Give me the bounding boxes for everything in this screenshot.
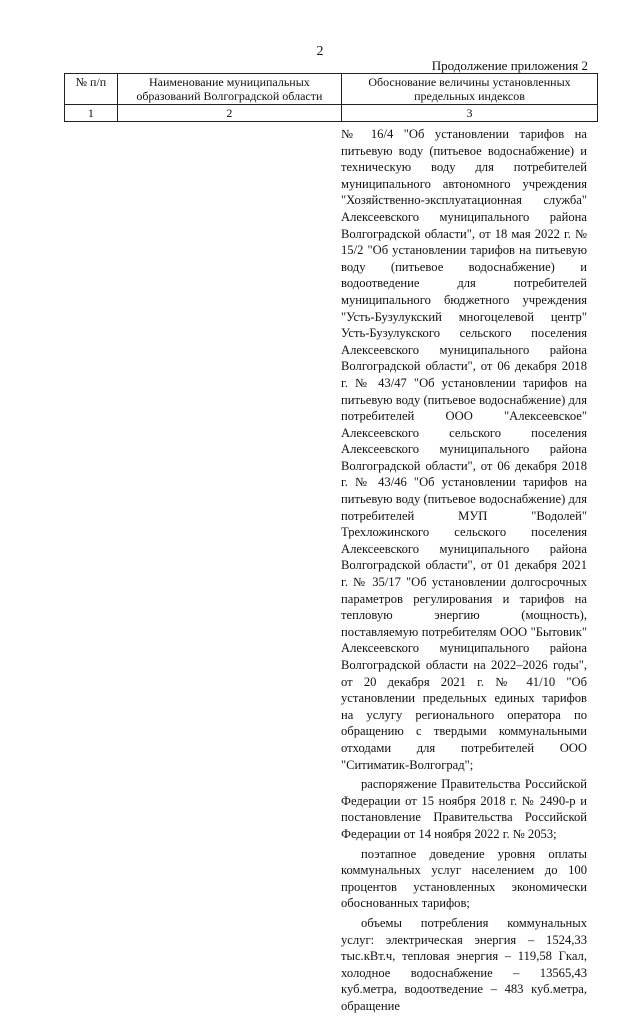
header-table: [64, 73, 598, 122]
paragraph-consumption-volumes: объемы потребления коммунальных услуг: электрическая энергия – 1524,33 тыс.кВт.ч, тепловая энергия – 119,58 Гкал, холодное водоснабжение – 13565,43 куб.метра, водоотведение – 483 куб.метра, обращение: [341, 915, 587, 1013]
header-justification: Обоснование величины установленных предельных индексов: [341, 74, 597, 105]
justification-text: [341, 126, 587, 1017]
table-column-numbers-row: [65, 105, 598, 122]
paragraph-payment-level: поэтапное доведение уровня оплаты коммунальных услуг населением до 100 процентов установленных экономически обоснованных тарифов;: [341, 846, 587, 911]
paragraph-resolutions: № 16/4 "Об установлении тарифов на питьевую воду (питьевое водоснабжение) и техническую воду для потребителей муниципального автономного учреждения "Хозяйственно-эксплуатационная служба" Алексеевского муниципального района Волгоградской области", от 18 мая 2022 г. № 15/2 "Об установлении тарифов на питьевую воду (питьевое водоснабжение) и водоотведение для потребителей муниципального бюджетного учреждения "Усть-Бузулукский многоцелевой центр" Усть-Бузулукского сельского поселения Алексеевского муниципального района Волгоградской области", от 06 декабря 2018 г. № 43/47 "Об установлении тарифов на питьевую воду (питьевое водоснабжение) для потребителей ООО "Алексеевское" Алексеевского сельского поселения Алексеевского муниципального района Волгоградской области", от 06 декабря 2018 г. № 43/46 "Об установлении тарифов на питьевую воду (питьевое водоснабжение) для потребителей МУП "Водолей" Трехложинского сельского поселения Алексеевского муниципального района Волгоградской области", от 01 декабря 2021 г. № 35/17 "Об установлении долгосрочных параметров регулирования и тарифов на тепловую энергию (мощность), поставляемую потребителям ООО "Бытовик" Алексеевского муниципального района Волгоградской области на 2022–2026 годы", от 20 декабря 2021 г. № 41/10 "Об установлении предельных единых тарифов на услугу регионального оператора по обращению с твердыми коммунальными отходами для потребителей ООО "Ситиматик-Волгоград";: [341, 127, 587, 772]
paragraph-government-orders: распоряжение Правительства Российской Федерации от 15 ноября 2018 г. № 2490-р и постановление Правительства Российской Федерации от 14 ноября 2022 г. № 2053;: [341, 777, 587, 841]
column-number-2: 2: [117, 105, 341, 122]
header-number: № п/п: [65, 74, 118, 105]
column-number-1: 1: [65, 105, 118, 122]
table-header-row: [65, 74, 598, 105]
header-municipality: Наименование муниципальных образований Волгоградской области: [117, 74, 341, 105]
page-number: 2: [316, 44, 324, 59]
continuation-label: Продолжение приложения 2: [431, 58, 588, 73]
column-number-3: 3: [341, 105, 597, 122]
